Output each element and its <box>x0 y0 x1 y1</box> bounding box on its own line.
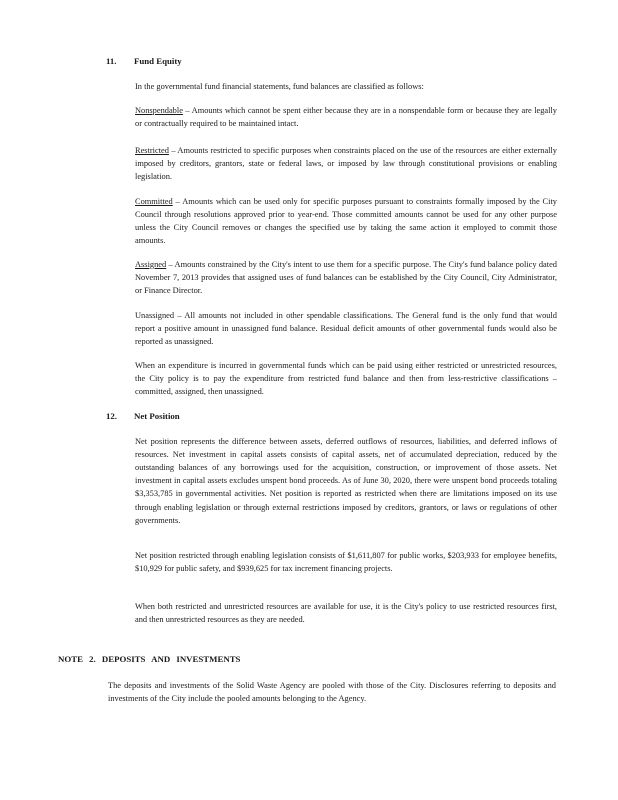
section-12-title: Net Position <box>134 411 180 421</box>
fund-balance-nonspendable <box>135 104 557 130</box>
net-position-restricted-paragraph: Net position restricted through enabling legislation consists of $1,611,807 for public works, $203,933 for employee benefits, $10,929 for public safety, and $939,625 for tax increment financing projects. <box>135 551 557 574</box>
net-position-policy-paragraph: When both restricted and unrestricted resources are available for use, it is the City's policy to use restricted resources first, and then unrestricted resources as they are needed. <box>135 602 557 625</box>
fund-balance-assigned <box>135 258 557 297</box>
section-12-heading <box>0 410 618 424</box>
fund-balance-committed <box>135 195 557 247</box>
term-committed: Committed <box>135 197 173 206</box>
definition-committed: – Amounts which can be used only for specific purposes pursuant to constraints formally imposed by the City Council through resolutions approved prior to year-end. Those committed amounts cannot be used for any other purpose unless the City Council removes or changes the specified use by taking the same action it employed to commit those amounts. <box>135 197 557 246</box>
fund-equity-intro: In the governmental fund financial statements, fund balances are classified as follows: <box>135 82 424 91</box>
expenditure-policy-paragraph: When an expenditure is incurred in governmental funds which can be paid using either restricted or unrestricted resources, the City policy is to pay the expenditure from restricted fund balance and then from less-restrictive classifications – committed, assigned, then unassigned. <box>135 361 557 397</box>
term-assigned: Assigned <box>135 260 167 269</box>
note-2-heading: NOTE 2. DEPOSITS AND INVESTMENTS <box>58 654 241 664</box>
term-nonspendable: Nonspendable <box>135 106 183 115</box>
fund-balance-unassigned <box>135 309 557 348</box>
definition-restricted: – Amounts restricted to specific purposes when constraints placed on the use of the resources are either externally imposed by creditors, grantors, state or federal laws, or imposed by law through constitutional provisions or enabling legislation. <box>135 146 557 182</box>
definition-unassigned: – All amounts not included in other spendable classifications. The General fund is the only fund that would report a positive amount in unassigned fund balance. Residual deficit amounts of other governmental funds would also be reported as unassigned. <box>135 311 557 347</box>
section-11-number: 11. <box>106 56 117 66</box>
definition-assigned: – Amounts constrained by the City's intent to use them for a specific purpose. The City's fund balance policy dated November 7, 2013 provides that assigned uses of fund balances can be established by the City Council, City Administrator, or Finance Director. <box>135 260 557 296</box>
section-12-number: 12. <box>106 411 117 421</box>
term-restricted: Restricted <box>135 146 169 155</box>
section-11-title: Fund Equity <box>134 56 182 66</box>
net-position-definition-paragraph: Net position represents the difference between assets, deferred outflows of resources, liabilities, and deferred inflows of resources. Net investment in capital assets consists of capital assets, net of accumulated depreciation, reduced by the outstanding balances of any borrowings used for the acquisition, construction, or improvement of those assets. Net investment in capital assets excludes unspent bond proceeds. As of June 30, 2020, there were unspent bond proceeds totaling $3,353,785 in governmental activities. Net position is reported as restricted when there are limitations imposed on its use through enabling legislation or through external restrictions imposed by creditors, grantors, or laws or regulations of other governments. <box>135 437 557 525</box>
definition-nonspendable: – Amounts which cannot be spent either because they are in a nonspendable form or because they are legally or contractually required to be maintained intact. <box>135 106 557 129</box>
fund-balance-restricted <box>135 144 557 183</box>
term-unassigned: Unassigned <box>135 311 175 320</box>
note-2-body: The deposits and investments of the Solid Waste Agency are pooled with those of the City. Disclosures referring to deposits and investments of the City include the pooled amounts belonging to the Agency. <box>108 681 556 704</box>
section-11-heading <box>0 55 618 69</box>
